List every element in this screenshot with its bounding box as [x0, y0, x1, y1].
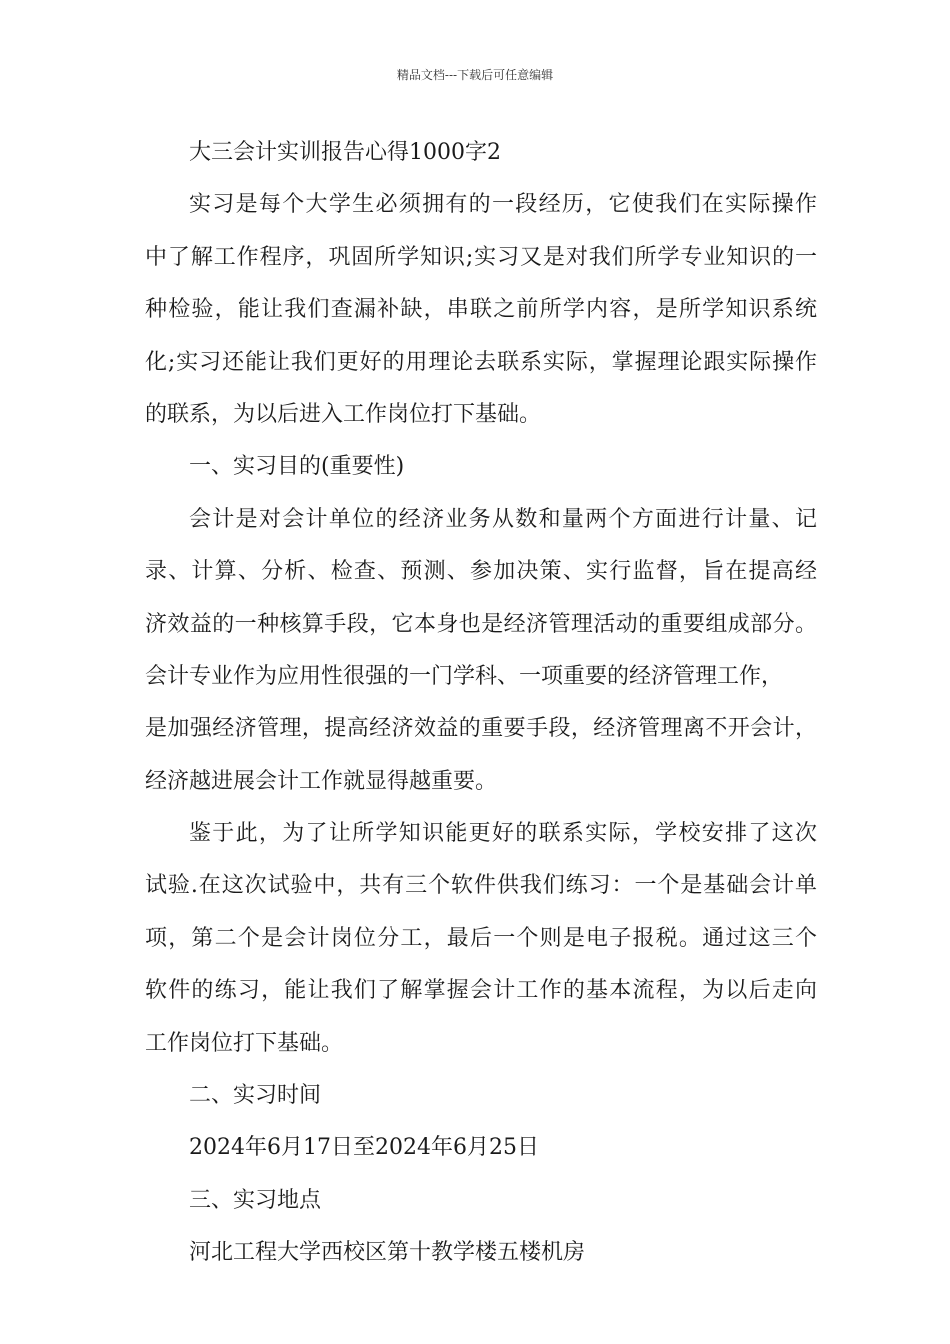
paragraph-line: 录、计算、分析、检查、预测、参加决策、实行监督，旨在提高经	[145, 559, 817, 585]
section-heading-purpose: 一、实习目的(重要性)	[189, 454, 405, 480]
paragraph-line: 工作岗位打下基础。	[145, 1030, 344, 1056]
intro-paragraph	[145, 179, 817, 441]
page-header: 精品文档---下载后可任意编辑	[396, 68, 554, 82]
paragraph-line: 会计是对会计单位的经济业务从数和量两个方面进行计量、记	[189, 506, 817, 532]
paragraph-line: 试验.在这次试验中，共有三个软件供我们练习：一个是基础会计单	[145, 873, 817, 899]
paragraph-line: 软件的练习，能让我们了解掌握会计工作的基本流程，为以后走向	[145, 978, 817, 1004]
paragraph-line: 中了解工作程序，巩固所学知识;实习又是对我们所学专业知识的一	[145, 244, 817, 270]
document-body	[145, 127, 817, 1280]
paragraph-line: 会计专业作为应用性很强的一门学科、一项重要的经济管理工作，	[145, 663, 784, 689]
paragraph-line: 济效益的一种核算手段，它本身也是经济管理活动的重要组成部分。	[145, 611, 817, 637]
section-heading-time: 二、实习时间	[189, 1083, 322, 1109]
purpose-paragraph-1	[145, 494, 817, 808]
paragraph-line: 项，第二个是会计岗位分工，最后一个则是电子报税。通过这三个	[145, 925, 817, 951]
internship-location: 河北工程大学西校区第十教学楼五楼机房	[189, 1240, 586, 1266]
paragraph-line: 种检验，能让我们查漏补缺，串联之前所学内容，是所学知识系统	[145, 297, 817, 323]
document-title: 大三会计实训报告心得1000字2	[189, 140, 501, 165]
paragraph-line: 经济越进展会计工作就显得越重要。	[145, 768, 498, 794]
paragraph-line: 实习是每个大学生必须拥有的一段经历，它使我们在实际操作	[189, 192, 817, 218]
paragraph-line: 是加强经济管理，提高经济效益的重要手段，经济管理离不开会计，	[145, 716, 817, 742]
paragraph-line: 的联系，为以后进入工作岗位打下基础。	[145, 401, 542, 427]
paragraph-line: 鉴于此，为了让所学知识能更好的联系实际，学校安排了这次	[189, 821, 817, 847]
purpose-paragraph-2	[145, 808, 817, 1070]
section-heading-location: 三、实习地点	[189, 1187, 322, 1213]
internship-dates: 2024年6月17日至2024年6月25日	[189, 1135, 539, 1161]
paragraph-line: 化;实习还能让我们更好的用理论去联系实际，掌握理论跟实际操作	[145, 349, 817, 375]
